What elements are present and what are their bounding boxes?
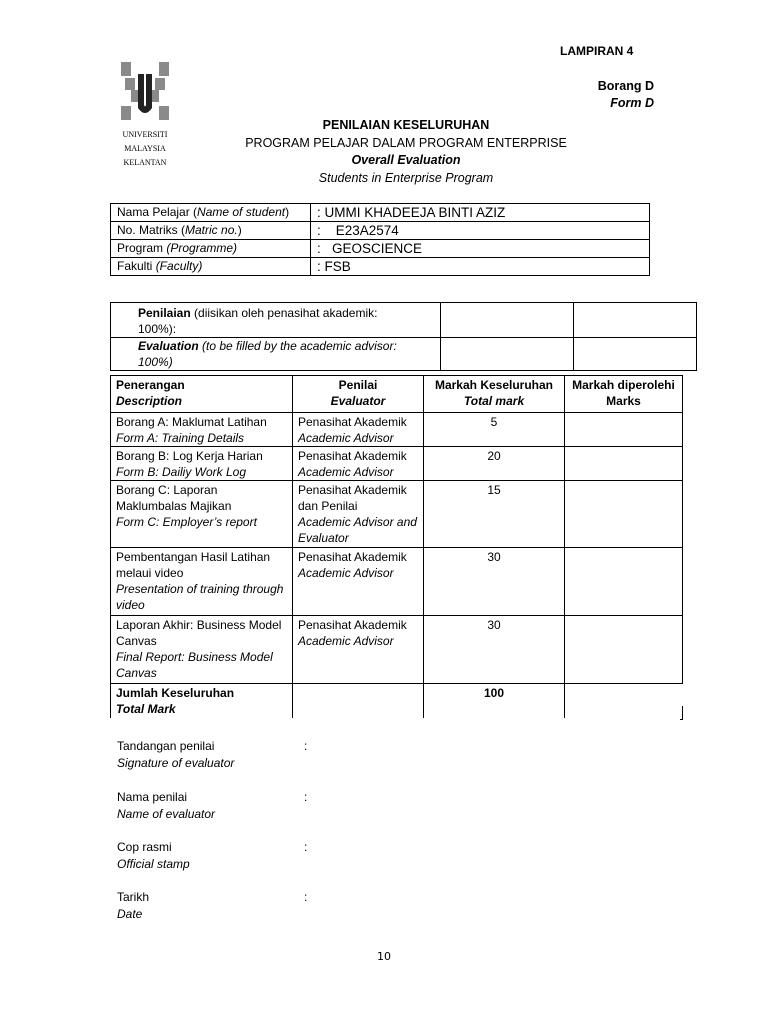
umk-emblem-icon: [116, 60, 174, 172]
total-label: Jumlah Keseluruhan Total Mark: [111, 684, 293, 718]
penilaian-cell-2: [441, 303, 574, 338]
form-code-ms: Borang D: [597, 79, 654, 93]
faculty-row: [111, 258, 650, 276]
row-marks-obtained[interactable]: [565, 481, 683, 548]
row-description: Laporan Akhir: Business Model Canvas Final Report: Business Model Canvas: [111, 616, 293, 684]
header-marks-obtained: Markah diperolehi Marks: [565, 376, 683, 413]
signature-field: [117, 738, 234, 772]
document-titles: [200, 117, 612, 187]
evaluation-label: Evaluation (to be filled by the academic advisor: 100%): [111, 338, 441, 371]
logo-text-3: KELANTAN: [123, 158, 167, 167]
date-field: [117, 889, 149, 923]
page-number: 10: [377, 950, 391, 963]
student-name-row: [111, 204, 650, 222]
matric-value: : E23A2574: [311, 222, 650, 240]
title-en: Overall Evaluation: [351, 153, 461, 167]
table-row: [111, 413, 683, 447]
row-total-mark: 5: [424, 413, 565, 447]
table-row: [111, 548, 683, 616]
row-evaluator: Penasihat Akademik Academic Advisor: [293, 447, 424, 481]
evaluator-name-colon: :: [304, 790, 308, 804]
student-name-value: : UMMI KHADEEJA BINTI AZIZ: [311, 204, 650, 222]
row-description: Pembentangan Hasil Latihan melaui video Presentation of training through video: [111, 548, 293, 616]
total-row: [111, 684, 683, 718]
row-marks-obtained[interactable]: [565, 447, 683, 481]
table-row: [111, 481, 683, 548]
header-total-mark: Markah Keseluruhan Total mark: [424, 376, 565, 413]
matric-row: [111, 222, 650, 240]
marks-header-row: [111, 376, 683, 413]
total-mark-value: 100: [424, 684, 565, 718]
row-marks-obtained[interactable]: [565, 616, 683, 684]
row-evaluator: Penasihat Akademik Academic Advisor: [293, 413, 424, 447]
logo-text-1: UNIVERSITI: [122, 130, 168, 139]
row-evaluator: Penasihat Akademik Academic Advisor: [293, 548, 424, 616]
form-code-en: Form D: [610, 96, 654, 110]
row-total-mark: 30: [424, 548, 565, 616]
student-info-table: [110, 203, 650, 276]
evaluation-header-table: [110, 302, 697, 371]
row-description: Borang B: Log Kerja Harian Form B: Dailiy Work Log: [111, 447, 293, 481]
program-value: : GEOSCIENCE: [311, 240, 650, 258]
date-colon: :: [304, 890, 308, 904]
faculty-label: Fakulti (Faculty): [111, 258, 311, 276]
logo-text-2: MALAYSIA: [124, 144, 166, 153]
program-label: Program (Programme): [111, 240, 311, 258]
university-logo: [116, 60, 174, 172]
program-row: [111, 240, 650, 258]
evaluator-name-field: [117, 789, 215, 823]
evaluator-name-label-ms: Nama penilai: [117, 790, 188, 804]
total-evaluator: [293, 684, 424, 718]
appendix-label: LAMPIRAN 4: [560, 44, 634, 58]
matric-label: No. Matriks (Matric no.): [111, 222, 311, 240]
date-label-ms: Tarikh: [117, 890, 150, 904]
evaluator-name-label-en: Name of evaluator: [117, 807, 216, 821]
row-description: Borang A: Maklumat Latihan Form A: Training Details: [111, 413, 293, 447]
row-marks-obtained[interactable]: [565, 548, 683, 616]
row-total-mark: 15: [424, 481, 565, 548]
signature-label-en: Signature of evaluator: [117, 756, 235, 770]
table-row: [111, 616, 683, 684]
header-description: Penerangan Description: [111, 376, 293, 413]
subtitle-ms: PROGRAM PELAJAR DALAM PROGRAM ENTERPRISE: [245, 135, 567, 150]
row-description: Borang C: Laporan Maklumbalas Majikan Form C: Employer’s report: [111, 481, 293, 548]
stamp-field: [117, 839, 190, 873]
evaluation-cell-3: [574, 338, 697, 371]
title-ms: PENILAIAN KESELURUHAN: [322, 118, 490, 132]
marks-table: [110, 375, 683, 718]
student-name-label: Nama Pelajar (Name of student): [111, 204, 311, 222]
table-corner-mark-vertical: [682, 706, 683, 720]
form-code: [570, 78, 654, 112]
stamp-colon: :: [304, 840, 308, 854]
signature-label-ms: Tandangan penilai: [117, 739, 215, 753]
row-total-mark: 30: [424, 616, 565, 684]
row-evaluator: Penasihat Akademik dan Penilai Academic Advisor and Evaluator: [293, 481, 424, 548]
penilaian-label: Penilaian (diisikan oleh penasihat akademik: 100%):: [111, 303, 441, 338]
table-row: [111, 447, 683, 481]
signature-colon: :: [304, 739, 308, 753]
header-evaluator: Penilai Evaluator: [293, 376, 424, 413]
row-total-mark: 20: [424, 447, 565, 481]
stamp-label-en: Official stamp: [117, 857, 190, 871]
stamp-label-ms: Cop rasmi: [117, 840, 172, 854]
faculty-value: : FSB: [311, 258, 650, 276]
row-evaluator: Penasihat Akademik Academic Advisor: [293, 616, 424, 684]
date-label-en: Date: [117, 907, 143, 921]
subtitle-en: Students in Enterprise Program: [318, 170, 494, 185]
evaluation-cell-2: [441, 338, 574, 371]
total-marks-obtained[interactable]: [565, 684, 683, 718]
penilaian-cell-3: [574, 303, 697, 338]
row-marks-obtained[interactable]: [565, 413, 683, 447]
